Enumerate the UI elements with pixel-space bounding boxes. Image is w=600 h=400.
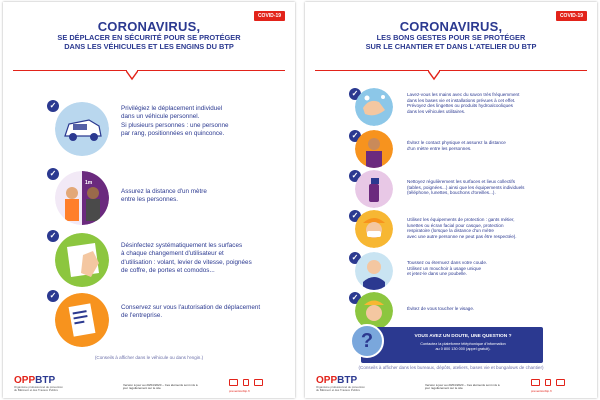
poster-vehicles bbox=[3, 2, 295, 398]
phone-icon bbox=[243, 379, 249, 386]
question-box bbox=[361, 327, 543, 363]
display-advice: (Conseils à afficher dans le véhicule ou dans l'engin.) bbox=[94, 355, 204, 360]
title-rule-right bbox=[439, 70, 587, 71]
title-line-1: CORONAVIRUS, bbox=[97, 19, 201, 34]
footer-note: Version à jour au 20/04/2020 – Ces éléments sont mis à jour régulièrement sur le site bbox=[425, 382, 500, 391]
wipe-icon bbox=[55, 233, 109, 287]
no-handshake-icon bbox=[355, 130, 393, 168]
check-icon: ✓ bbox=[349, 292, 361, 304]
oppbtp-logo: OPPBTP bbox=[316, 375, 358, 386]
sneeze-icon bbox=[355, 252, 393, 290]
oppbtp-logo: OPPBTP bbox=[14, 375, 56, 386]
item-text: Désinfectez systématiquement les surfaces à chaque changement d'utilisateur et d'utilisation : volant, levier de vitesse, poignées de coffre, de portes et comodos... bbox=[121, 242, 252, 274]
check-icon: ✓ bbox=[47, 230, 59, 242]
footer-note: Version à jour au 20/04/2020 – Ces éléments sont mis à jour régulièrement sur le site bbox=[123, 382, 198, 391]
question-text: Contactez la plateforme téléphonique d'information au 0 800 130 000 (appel gratuit). bbox=[420, 342, 506, 351]
check-icon: ✓ bbox=[47, 290, 59, 302]
oppbtp-tagline: Organisme professionnel de prévention du Bâtiment et des Travaux Publics bbox=[14, 384, 63, 392]
computer-icon bbox=[229, 379, 238, 386]
item-text: Toussez ou éternuez dans votre coude. Utilisez un mouchoir à usage unique et jetez-le dans une poubelle. bbox=[407, 260, 488, 277]
item-text: Privilégiez le déplacement individuel dans un véhicule personnel. Si plusieurs personnes : une personne par rang, positionnées en quinconce. bbox=[121, 105, 229, 137]
check-icon: ✓ bbox=[349, 210, 361, 222]
item-text: Conservez sur vous l'autorisation de déplacement de l'entreprise. bbox=[121, 304, 261, 320]
item-text: Lavez-vous les mains avec du savon très fréquemment dans les bases vie et installations prévues à cet effet. Prévoyez des lingettes ou produits hydroalcooliques dans les véhicules utilitaires. bbox=[407, 92, 520, 115]
handwash-icon bbox=[355, 88, 393, 126]
footer-url[interactable]: preventionbtp.fr bbox=[531, 389, 552, 393]
display-advice: (Conseils à afficher dans les bureaux, dépôts, ateliers, bases vie et bungalows de chantier) bbox=[358, 365, 544, 370]
title-line-2: LES BONS GESTES POUR SE PROTÉGER bbox=[376, 33, 526, 43]
footer-url[interactable]: preventionbtp.fr bbox=[229, 389, 250, 393]
check-icon: ✓ bbox=[47, 168, 59, 180]
speech-tick-icon bbox=[126, 70, 138, 82]
item-text: Utilisez les équipements de protection : gants métier, lunettes ou écran facial pour casque, protection respiratoire (lorsque la distance d'un mètre avec une autre personne ne peut pas être respectée). bbox=[407, 217, 517, 240]
item-text: Évitez de vous toucher le visage. bbox=[407, 306, 475, 311]
title-rule-right bbox=[137, 70, 285, 71]
mask-icon bbox=[355, 210, 393, 248]
poster-title bbox=[333, 20, 569, 50]
speech-tick-icon bbox=[428, 70, 440, 82]
poster-title bbox=[31, 20, 267, 50]
title-rule-left bbox=[13, 70, 127, 71]
car-icon bbox=[55, 102, 109, 156]
spray-icon bbox=[355, 170, 393, 208]
covid-badge: COVID-19 bbox=[254, 11, 285, 21]
check-icon: ✓ bbox=[349, 252, 361, 264]
title-line-3: SUR LE CHANTIER ET DANS L'ATELIER DU BTP bbox=[365, 41, 537, 51]
question-icon: ? bbox=[350, 324, 384, 358]
oppbtp-tagline: Organisme professionnel de prévention du Bâtiment et des Travaux Publics bbox=[316, 384, 365, 392]
item-text: Assurez la distance d'un mètre entre les personnes. bbox=[121, 188, 207, 204]
check-icon: ✓ bbox=[349, 88, 361, 100]
item-text: Nettoyez régulièrement les surfaces et lieux collectifs (tables, poignées...) ainsi que les équipements individuels (téléphone, lunettes, bouchons d'oreilles...). bbox=[407, 179, 525, 196]
covid-badge: COVID-19 bbox=[556, 11, 587, 21]
title-line-1: CORONAVIRUS, bbox=[399, 19, 503, 34]
document-icon bbox=[55, 293, 109, 347]
computer-icon bbox=[531, 379, 540, 386]
check-icon: ✓ bbox=[349, 130, 361, 142]
question-title: VOUS AVEZ UN DOUTE, UNE QUESTION ? bbox=[414, 334, 512, 339]
tablet-icon bbox=[254, 379, 263, 386]
distance-label: 1m bbox=[85, 180, 93, 186]
check-icon: ✓ bbox=[47, 100, 59, 112]
title-rule-left bbox=[315, 70, 429, 71]
tablet-icon bbox=[556, 379, 565, 386]
item-text: Évitez le contact physique et assurez la distance d'un mètre entre les personnes. bbox=[407, 140, 506, 151]
phone-icon bbox=[545, 379, 551, 386]
title-line-2: SE DÉPLACER EN SÉCURITÉ POUR SE PROTÉGER bbox=[57, 33, 241, 43]
poster-worksite bbox=[305, 2, 597, 398]
title-line-3: DANS LES VÉHICULES ET LES ENGINS DU BTP bbox=[64, 41, 234, 51]
distance-icon bbox=[55, 171, 109, 225]
check-icon: ✓ bbox=[349, 170, 361, 182]
